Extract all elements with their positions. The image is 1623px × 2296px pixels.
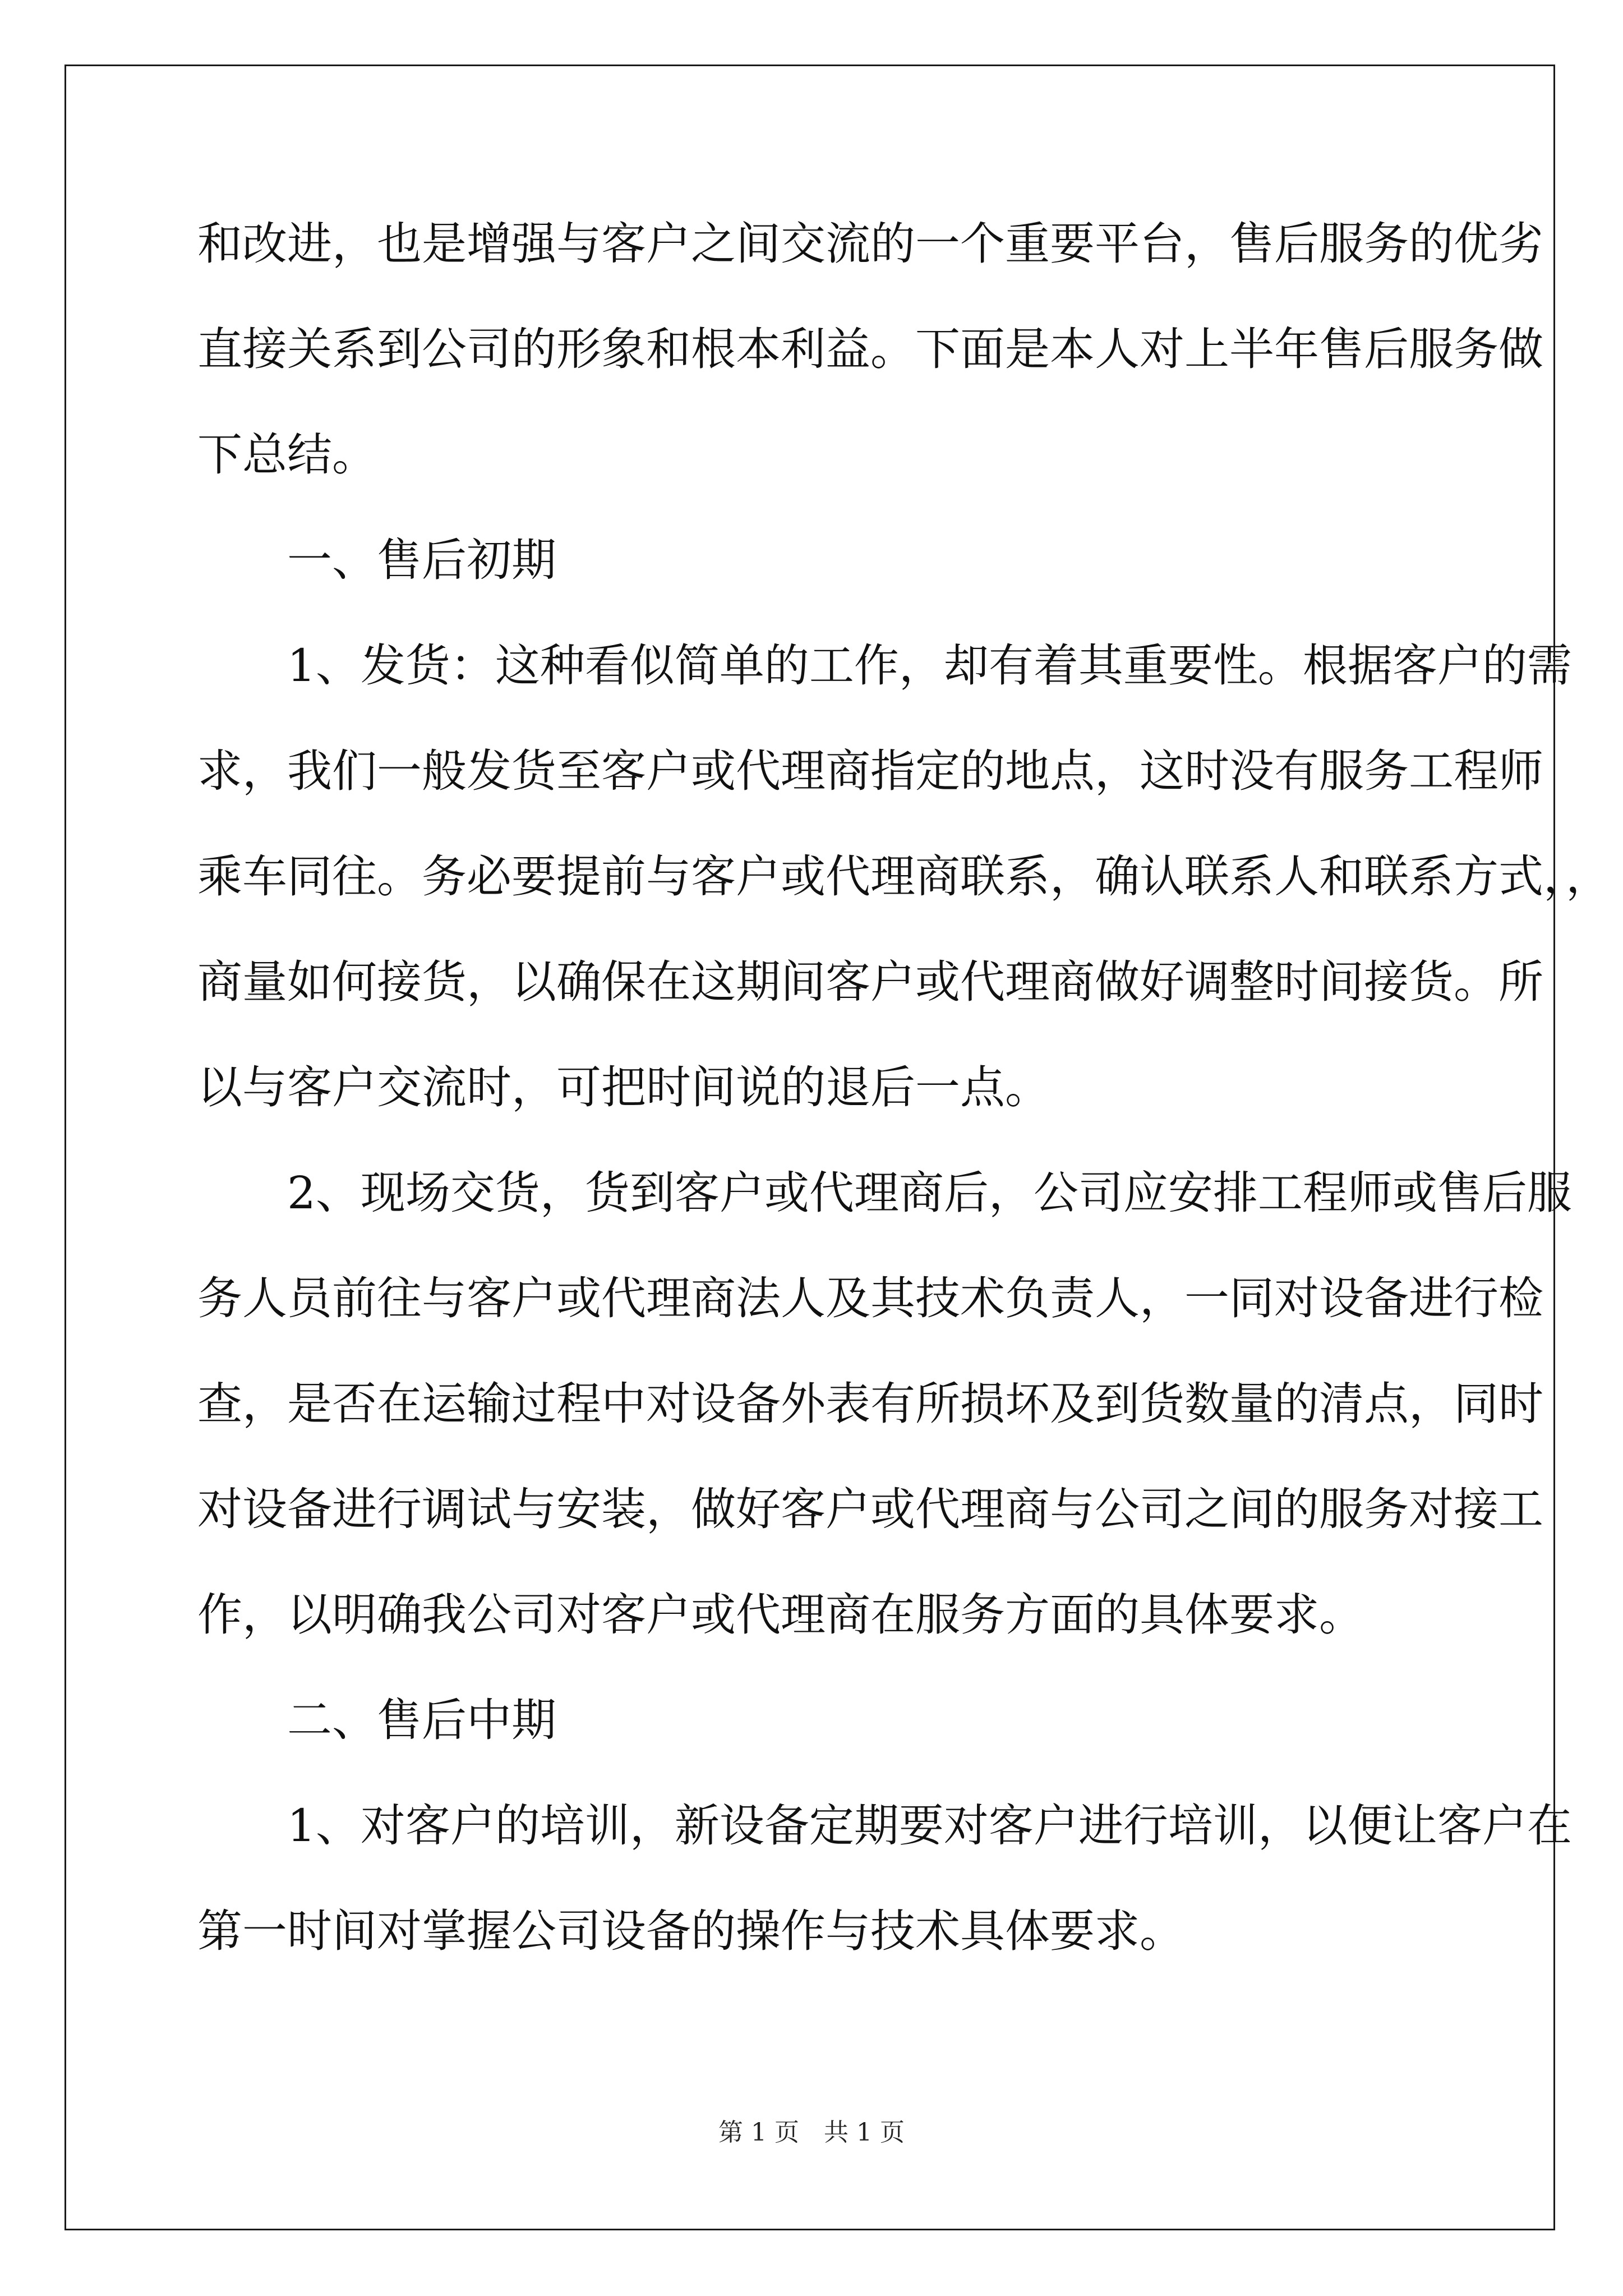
section-heading: 一、售后初期 [287,534,556,586]
section-heading: 二、售后中期 [287,1694,556,1746]
paragraph-line: 查，是否在运输过程中对设备外表有所损坏及到货数量的清点，同时 [197,1378,1543,1430]
paragraph-line: 第一时间对掌握公司设备的操作与技术具体要求。 [197,1905,1184,1957]
paragraph-line: 和改进，也是增强与客户之间交流的一个重要平台，售后服务的优劣 [197,218,1543,270]
paragraph-line: 1、对客户的培训，新设备定期要对客户进行培训，以便让客户在 [287,1800,1572,1852]
paragraph-line: 商量如何接货，以确保在这期间客户或代理商做好调整时间接货。所 [197,956,1543,1008]
paragraph-line: 求，我们一般发货至客户或代理商指定的地点，这时没有服务工程师 [197,745,1543,797]
paragraph-line: 以与客户交流时，可把时间说的退后一点。 [197,1061,1050,1114]
page-footer: 第 1 页 共 1 页 [718,2118,905,2147]
paragraph-line: 直接关系到公司的形象和根本利益。下面是本人对上半年售后服务做 [197,323,1543,375]
paragraph-line: 下总结。 [197,429,377,481]
paragraph-line: 对设备进行调试与安装，做好客户或代理商与公司之间的服务对接工 [197,1483,1543,1535]
paragraph-line: 乘车同往。务必要提前与客户或代理商联系，确认联系人和联系方式，， [197,850,1611,903]
paragraph-line: 1、发货：这种看似简单的工作，却有着其重要性。根据客户的需 [287,639,1572,692]
paragraph-line: 作，以明确我公司对客户或代理商在服务方面的具体要求。 [197,1589,1364,1641]
paragraph-line: 2、现场交货，货到客户或代理商后，公司应安排工程师或售后服 [287,1167,1572,1219]
paragraph-line: 务人员前往与客户或代理商法人及其技术负责人，一同对设备进行检 [197,1272,1543,1324]
